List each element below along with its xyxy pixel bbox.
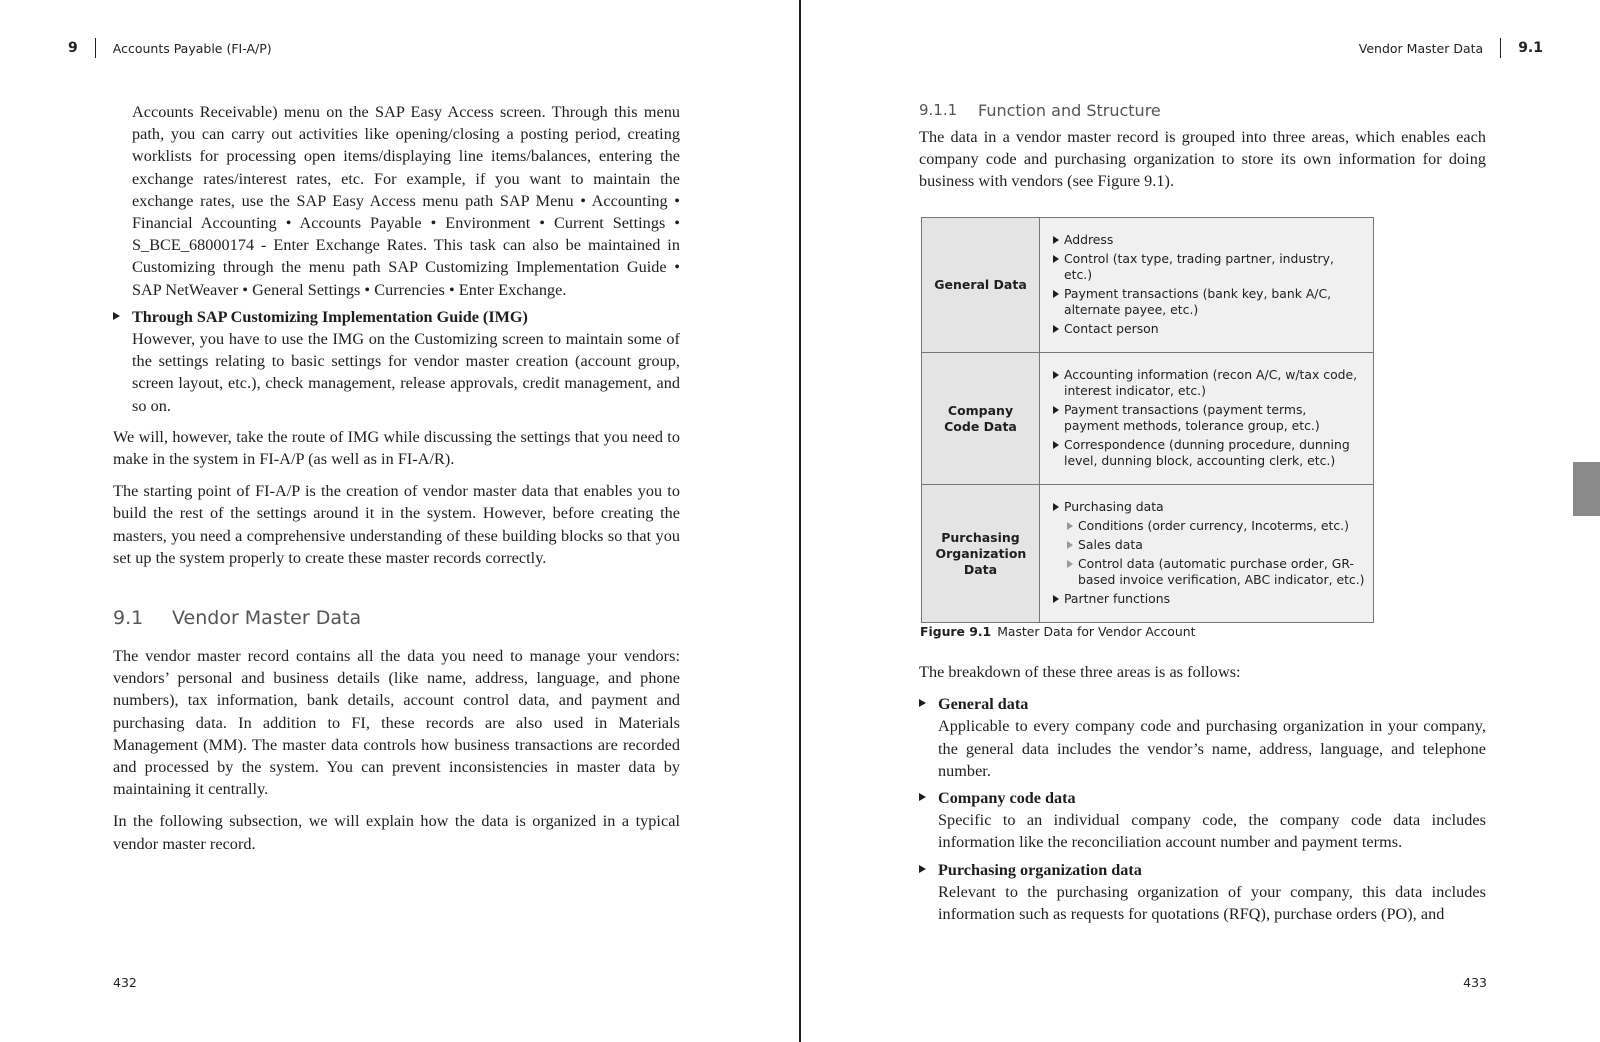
figure-caption: [920, 624, 1195, 639]
right-running-head: [1359, 38, 1543, 58]
section-number: 9.1: [1518, 40, 1543, 56]
running-head-divider: [1500, 38, 1501, 58]
list-item: Payment transactions (bank key, bank A/C, alternate payee, etc.): [1052, 286, 1365, 318]
continued-paragraph: Accounts Receivable) menu on the SAP Easy Access screen. Through this menu path, you can carry out activities like opening/closing a posting period, creating worklists for processing open items/displaying line items/balances, entering the exchange rates/interest rates, etc. For example, if you want to maintain the exchange rates, use the SAP Easy Access menu path SAP Menu • Accounting • Financial Accounting • Accounts Payable • Environment • Current Settings • S_BCE_68000174 - Enter Exchange Rates. This task can also be maintained in Customizing through the menu path SAP Customizing Implementation Guide • SAP NetWeaver • General Settings • Currencies • Enter Exchange.: [132, 103, 680, 299]
bullet-purchasing-org-data: [919, 859, 1486, 926]
paragraph-intro: The data in a vendor master record is grouped into three areas, which enables each company code and purchasing organization to store its own information for doing business with vendors (see Figure 9.1).: [919, 128, 1486, 191]
img-bullet-text: However, you have to use the IMG on the Customizing screen to maintain some of the settings relating to basic settings for vendor master creation (account group, screen layout, etc.), check management, release approvals, credit management, and so on.: [132, 330, 680, 415]
bullet-triangle-icon: [919, 793, 926, 801]
paragraph-vendor-master: The vendor master record contains all the data you need to manage your vendors: vendors’ personal and business details (like name, address, language, and phone numbers), tax information, bank details, account control data, and payment and purchasing data. In addition to FI, these records are also used in Materials Management (MM). The master data controls how business transactions are recorded and processed by the system. You can prevent inconsistencies in master data by maintaining it centrally.: [113, 647, 680, 799]
sub-list-item: Conditions (order currency, Incoterms, etc.): [1066, 518, 1365, 534]
running-head-title: Accounts Payable (FI-A/P): [112, 40, 272, 56]
subsection-heading: [919, 101, 1486, 120]
img-bullet-heading: Through SAP Customizing Implementation Guide (IMG): [132, 307, 528, 326]
subsection-title: Function and Structure: [978, 101, 1161, 120]
figure-caption-label: Figure 9.1: [920, 624, 992, 639]
figure-master-data-table: [921, 217, 1374, 623]
row-label: [922, 353, 1040, 485]
list-item: Correspondence (dunning procedure, dunning level, dunning block, accounting clerk, etc.): [1052, 437, 1365, 469]
right-text-column-top: [919, 101, 1486, 203]
left-running-head: [68, 38, 272, 58]
section-heading: [113, 607, 680, 629]
list-item: Payment transactions (payment terms, payment methods, tolerance group, etc.): [1052, 402, 1365, 434]
left-text-column: [113, 101, 680, 865]
bullet-text: Relevant to the purchasing organization of your company, this data includes information such as requests for quotations (RFQ), purchase orders (PO), and: [938, 882, 1486, 924]
left-page: [0, 0, 799, 1042]
list-item: Contact person: [1052, 321, 1365, 337]
row-content: [1040, 485, 1374, 623]
row-label: General Data: [922, 218, 1040, 353]
paragraph-breakdown: The breakdown of these three areas is as follows:: [919, 663, 1241, 681]
master-data-table: [921, 217, 1374, 623]
bullet-text: Specific to an individual company code, the company code data includes information like the reconciliation account number and payment terms.: [938, 811, 1486, 852]
table-row-company-code-data: [922, 353, 1374, 485]
table-row-purchasing-org-data: [922, 485, 1374, 623]
bullet-heading: Company code data: [938, 789, 1076, 808]
sub-list-item: Control data (automatic purchase order, GR-based invoice verification, ABC indicator, etc.): [1066, 556, 1365, 588]
subsection-number: 9.1.1: [919, 101, 958, 119]
figure-caption-text: Master Data for Vendor Account: [997, 624, 1196, 639]
bullet-general-data: [919, 693, 1486, 782]
bullet-triangle-icon: [919, 865, 926, 873]
img-bullet: [113, 306, 680, 417]
right-page-number: 433: [1463, 975, 1487, 990]
row-label-text: Company Code Data: [944, 402, 1017, 434]
continued-bullet: [113, 101, 680, 301]
table-row-general-data: [922, 218, 1374, 353]
row-label: [922, 485, 1040, 623]
chapter-thumb-tab: [1573, 462, 1600, 516]
bullet-text: Applicable to every company code and purchasing organization in your company, the general data includes the vendor’s name, address, language, and telephone number.: [938, 717, 1486, 780]
list-item: Control (tax type, trading partner, industry, etc.): [1052, 251, 1365, 283]
bullet-heading: Purchasing organization data: [938, 860, 1142, 879]
left-page-number: 432: [113, 975, 137, 990]
bullet-triangle-icon: [113, 312, 120, 320]
paragraph-route: We will, however, take the route of IMG while discussing the settings that you need to make in the system in FI-A/P (as well as in FI-A/R).: [113, 427, 680, 469]
row-content: [1040, 353, 1374, 485]
list-item: Partner functions: [1052, 591, 1365, 607]
list-item: Address: [1052, 232, 1365, 248]
bullet-heading: General data: [938, 695, 1029, 714]
paragraph-following: In the following subsection, we will explain how the data is organized in a typical vendor master record.: [113, 812, 680, 853]
right-text-column-bottom: [919, 661, 1486, 930]
row-label-text: Purchasing Organization Data: [935, 529, 1027, 577]
running-head-title: Vendor Master Data: [1358, 40, 1484, 56]
bullet-triangle-icon: [919, 699, 926, 707]
row-content: [1040, 218, 1374, 353]
list-item: Purchasing data: [1052, 499, 1365, 515]
list-item: Accounting information (recon A/C, w/tax code, interest indicator, etc.): [1052, 367, 1365, 399]
section-number: 9.1: [113, 607, 144, 630]
chapter-number: 9: [68, 40, 78, 56]
running-head-divider: [95, 38, 96, 58]
section-title: Vendor Master Data: [172, 607, 362, 630]
sub-list-item: Sales data: [1066, 537, 1365, 553]
paragraph-start: The starting point of FI-A/P is the creation of vendor master data that enables you to build the rest of the settings around it in the system. However, before creating the masters, you need a comprehensive understanding of these building blocks so that you set up the system properly to create these master records correctly.: [113, 482, 680, 567]
bullet-company-code-data: [919, 787, 1486, 854]
